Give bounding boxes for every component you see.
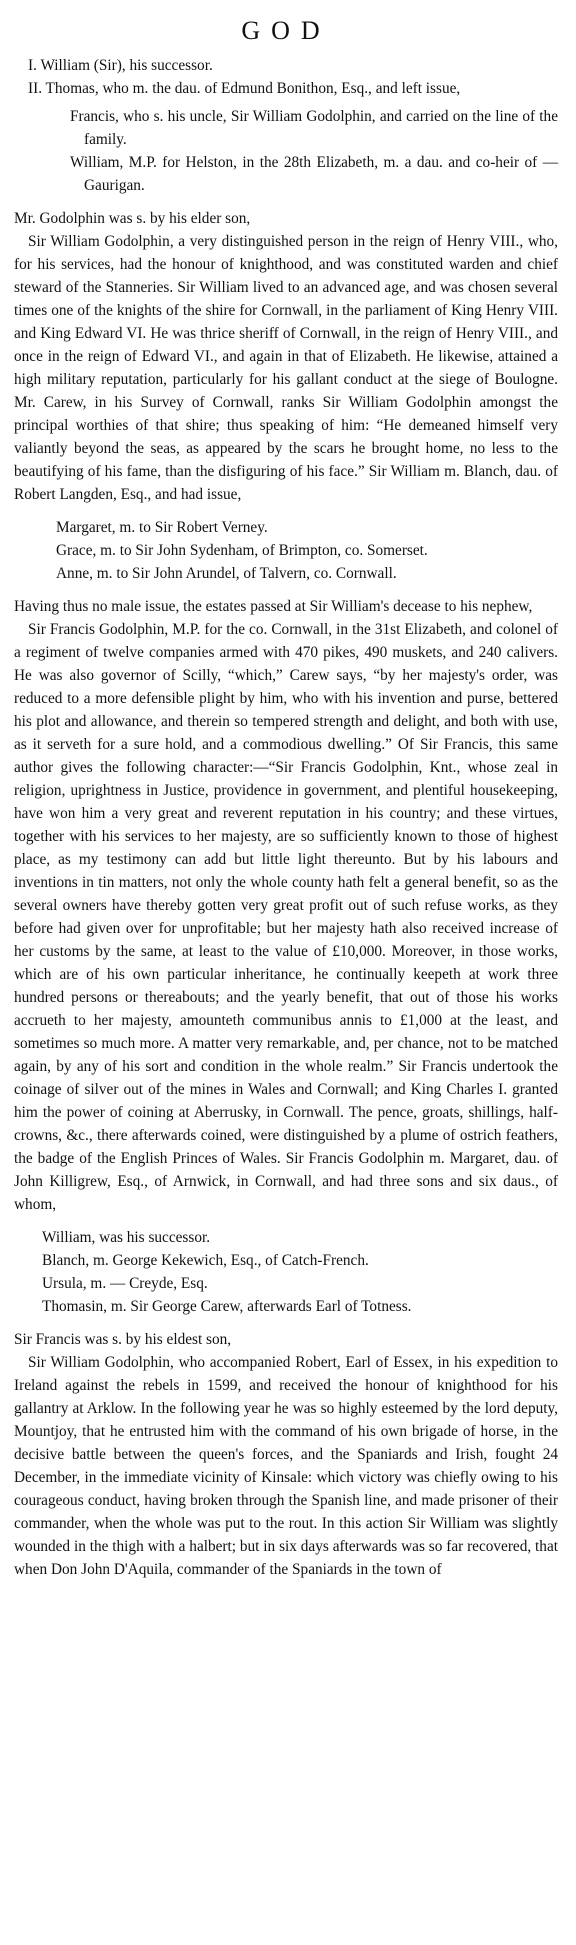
issue-list xyxy=(14,1226,558,1318)
issue-item: Ursula, m. — Creyde, Esq. xyxy=(42,1275,208,1292)
sub-issue-item: William, M.P. for Helston, in the 28th Elizabeth, m. a dau. and co-heir of — Gaurigan. xyxy=(70,154,558,194)
issue-item: I. William (Sir), his successor. xyxy=(28,57,213,74)
issue-list xyxy=(14,516,558,585)
issue-item: Grace, m. to Sir John Sydenham, of Brimpton, co. Somerset. xyxy=(56,542,428,559)
page-title: GOD xyxy=(241,16,331,45)
issue-item: William, was his successor. xyxy=(42,1229,211,1246)
issue-item: Thomasin, m. Sir George Carew, afterwards Earl of Totness. xyxy=(42,1298,412,1315)
paragraph: Mr. Godolphin was s. by his elder son, xyxy=(14,210,251,227)
issue-item: Margaret, m. to Sir Robert Verney. xyxy=(56,519,268,536)
issue-item: Blanch, m. George Kekewich, Esq., of Catch-French. xyxy=(42,1252,369,1269)
paragraph: Having thus no male issue, the estates passed at Sir William's decease to his nephew, xyxy=(14,598,533,615)
issue-list xyxy=(14,54,558,197)
sub-issue-item: Francis, who s. his uncle, Sir William Godolphin, and carried on the line of the family. xyxy=(70,108,558,148)
paragraph: Sir Francis was s. by his eldest son, xyxy=(14,1331,232,1348)
paragraph: Sir William Godolphin, who accompanied Robert, Earl of Essex, in his expedition to Ireland against the rebels in 1599, and received the honour of knighthood for his gallantry at Arklow. In the following year he was so highly esteemed by the lord deputy, Mountjoy, that he entrusted him with the command of his own brigade of horse, in the decisive battle between the queen's forces, and the Spaniards and Irish, fought 24 December, in the immediate vicinity of Kinsale: which victory was chiefly owing to his courageous conduct, having broken through the Spanish line, and made prisoner of their commander, when the whole was put to the rout. In this action Sir William was slightly wounded in the thigh with a halbert; but in six days afterwards was so far recovered, that when Don John D'Aquila, commander of the Spaniards in the town of xyxy=(14,1354,558,1578)
issue-item: II. Thomas, who m. the dau. of Edmund Bonithon, Esq., and left issue, xyxy=(28,80,461,97)
issue-item: Anne, m. to Sir John Arundel, of Talvern, co. Cornwall. xyxy=(56,565,397,582)
paragraph: Sir Francis Godolphin, M.P. for the co. Cornwall, in the 31st Elizabeth, and colonel of a regiment of twelve companies armed with 470 pikes, 490 muskets, and 240 calivers. He was also governor of Scilly, “which,” Carew says, “by her majesty's order, was reduced to a more defensible plight by him, who with his invention and purse, bettered his plot and allowance, and therein so tempered strength and delight, and both with use, as it serveth for a sure hold, and a commodious dwelling.” Of Sir Francis, this same author gives the following character:—“Sir Francis Godolphin, Knt., whose zeal in religion, uprightness in Justice, providence in government, and plentiful housekeeping, have won him a very great and reverent reputation in his country; and these virtues, together with his services to her majesty, are so sufficiently known to those of highest place, as my testimony can add but little light thereunto. But by his labours and inventions in tin matters, not only the whole county hath felt a general benefit, so as the several owners have thereby gotten very great profit out of such refuse works, as they before had given over for unprofitable; but her majesty hath also received increase of her customs by the same, at least to the value of £10,000. Moreover, in those works, which are of his own particular inheritance, he continually keepeth at work three hundred persons or thereabouts; and the yearly benefit, that out of those his works accrueth to her majesty, amounteth communibus annis to £1,000 at the least, and sometimes so much more. A matter very remarkable, and, per chance, not to be matched again, by any of his sort and condition in the whole realm.” Sir Francis undertook the coinage of silver out of the mines in Wales and Cornwall; and King Charles I. granted him the power of coining at Aberrusky, in Cornwall. The pence, groats, shillings, half-crowns, &c., there afterwards coined, were distinguished by a plume of ostrich feathers, the badge of the English Princes of Wales. Sir Francis Godolphin m. Margaret, dau. of John Killigrew, Esq., of Arnwick, in Cornwall, and had three sons and six daus., of whom, xyxy=(14,621,558,1213)
paragraph: Sir William Godolphin, a very distinguished person in the reign of Henry VIII., who, for his services, had the honour of knighthood, and was constituted warden and chief steward of the Stanneries. Sir William lived to an advanced age, and was chosen several times one of the knights of the shire for Cornwall, in the parliament of King Henry VIII. and King Edward VI. He was thrice sheriff of Cornwall, in the reign of Henry VIII., and once in the reign of Edward VI., and again in that of Elizabeth. He likewise, attained a high military reputation, particularly for his gallant conduct at the siege of Boulogne. Mr. Carew, in his Survey of Cornwall, ranks Sir William Godolphin amongst the principal worthies of that shire; thus speaking of him: “He demeaned himself very valiantly beyond the seas, as appeared by the scars he brought home, no less to the beautifying of his fame, than the disfiguring of his face.” Sir William m. Blanch, dau. of Robert Langden, Esq., and had issue, xyxy=(14,233,558,503)
document-page xyxy=(14,0,558,1945)
